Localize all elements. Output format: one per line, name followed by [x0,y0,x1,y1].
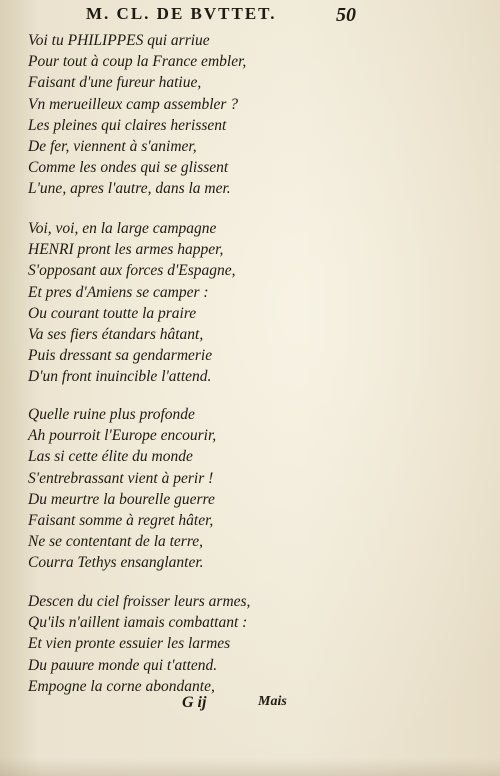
verse-line: Ne se contentant de la terre, [28,533,204,551]
verse-line: D'un front inuincible l'attend. [28,368,212,386]
verse-line: Ah pourroit l'Europe encourir, [28,427,217,445]
verse-line: Courra Tethys ensanglanter. [28,554,204,572]
verse-line: Empogne la corne abondante, [28,677,215,695]
verse-line: De fer, viennent à s'animer, [28,137,197,155]
stanza-3 [28,404,216,574]
stanza-4 [28,591,250,697]
stanza-2 [28,218,236,388]
verse-line: Las si cette élite du monde [28,448,193,466]
verse-line: Voi tu PHILIPPES qui arriue [28,32,210,49]
page-number: 50 [336,4,356,26]
verse-line: Les pleines qui claires herissent [28,116,227,134]
verse-line: L'une, apres l'autre, dans la mer. [28,180,231,198]
verse-line: Voi, voi, en la large campagne [28,220,217,237]
verse-line: Qu'ils n'aillent iamais combattant : [28,614,248,632]
verse-line: Comme les ondes qui se glissent [28,159,229,177]
verse-line: Descen du ciel froisser leurs armes, [28,593,251,610]
verse-line: Faisant d'une fureur hatiue, [28,74,202,92]
verse-line: Puis dressant sa gendarmerie [28,347,213,365]
signature-mark: G ij [182,694,207,711]
verse-line: Va ses fiers étandars hâtant, [28,325,204,343]
verse-line: Du meurtre la bourelle guerre [28,490,215,508]
verse-line: Et vien pronte essuier les larmes [28,635,231,653]
verse-line: Quelle ruine plus profonde [28,406,195,423]
running-head: M. CL. DE BVTTET. [86,4,277,23]
verse-line: S'opposant aux forces d'Espagne, [28,262,236,280]
catchword: Mais [258,694,287,709]
verse-line: Du pauure monde qui t'attend. [28,656,218,674]
verse-line: Vn merueilleux camp assembler ? [28,95,239,113]
verse-line: S'entrebrassant vient à perir ! [28,469,214,487]
stanza-1 [28,30,246,200]
verse-line: Pour tout à coup la France embler, [28,53,247,71]
verse-line: Et pres d'Amiens se camper : [28,283,209,301]
verse-line: Faisant somme à regret hâter, [28,511,214,529]
verse-line: HENRI pront les armes happer, [28,241,224,259]
verse-line: Ou courant toutte la praire [28,304,197,322]
